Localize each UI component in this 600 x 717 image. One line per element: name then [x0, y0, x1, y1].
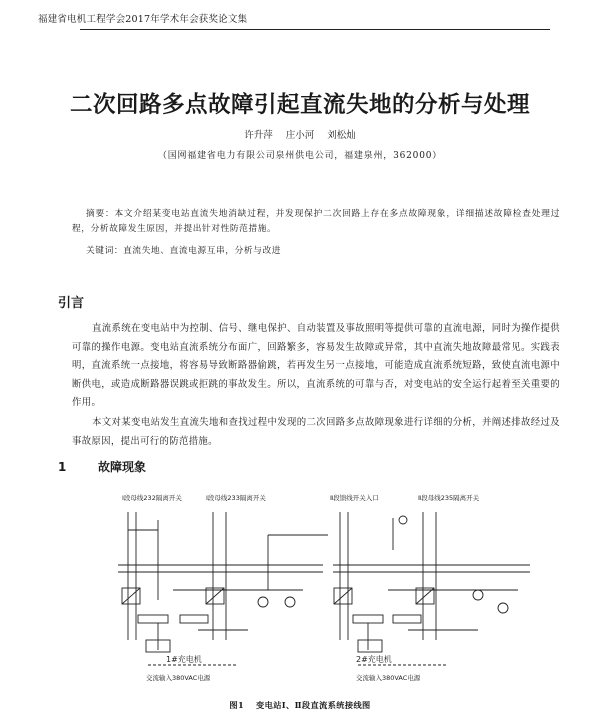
label-left-charger: 1#充电机: [166, 655, 202, 664]
figure-caption-label: 图1: [229, 700, 245, 710]
wiring-diagram: [118, 490, 530, 690]
label-right-b: Ⅱ段母线235隔离开关: [418, 494, 480, 502]
keywords: 关键词：直流失地、直流电源互串，分析与改进: [86, 246, 282, 256]
paper-title: 二次回路多点故障引起直流失地的分析与处理: [69, 92, 530, 118]
figure-caption: [0, 700, 600, 711]
section-1-title: 故障现象: [98, 460, 147, 474]
label-right-ac: 交流输入380VAC电源: [356, 674, 421, 682]
label-right-charger: 2#充电机: [356, 655, 392, 664]
running-head: 福建省电机工程学会2017年学术年会获奖论文集: [38, 14, 248, 25]
section-1-number: 1: [58, 460, 67, 474]
figure-caption-text: 变电站Ⅰ、Ⅱ段直流系统接线图: [256, 700, 371, 710]
left-resistor: [138, 615, 168, 623]
right-resistor: [353, 615, 383, 623]
right-resistor-2: [393, 615, 421, 623]
left-meter-2: [285, 597, 295, 607]
intro-p1-text: 直流系统在变电站中为控制、信号、继电保护、自动装置及事故照明等提供可靠的直流电源，同时为操作提供可靠的操作电源。变电站直流系统分布面广，回路繁多，容易发生故障或异常，其中直流失地故障最常见。实践表明，直流系统一点接地，将容易导致断路器偷跳，若再发生另一点接地，可能造成直流系统短路，致使直流电源中断供电，或造成断路器误跳或拒跳的事故发生。所以，直流系统的可靠与否，对变电站的安全运行起着至关重要的作用。: [72, 323, 560, 408]
right-breaker: [399, 516, 407, 524]
intro-p2-text: 本文对某变电站发生直流失地和查找过程中发现的二次回路多点故障现象进行详细的分析，并阐述排故经过及事故原因，提出可行的防范措施。: [72, 417, 560, 447]
intro-paragraph-1: [72, 320, 560, 413]
label-left-a: Ⅰ段母线232隔离开关: [122, 494, 182, 502]
left-meter: [258, 597, 268, 607]
intro-heading: 引言: [58, 296, 85, 311]
paper-affiliation: （国网福建省电力有限公司泉州供电公司，福建泉州，362000）: [157, 151, 443, 161]
left-resistor-2: [180, 615, 208, 623]
label-right-a: Ⅱ段馈线开关入口: [330, 494, 379, 502]
right-charger-box: [358, 640, 382, 652]
intro-paragraph-2: [72, 414, 560, 451]
right-meter: [473, 590, 483, 600]
abstract: [72, 207, 560, 237]
right-meter-2: [498, 603, 508, 613]
label-left-ac: 交流输入380VAC电源: [146, 674, 211, 682]
abstract-text: 摘要：本文介绍某变电站直流失地消缺过程，并发现保护二次回路上存在多点故障现象，详细描述故障检查处理过程，分析故障发生原因，并提出针对性防范措施。: [72, 209, 560, 234]
paper-authors: 许升萍 庄小河 刘松灿: [244, 130, 356, 141]
header-rule: [80, 29, 550, 30]
section-1-heading: [58, 458, 146, 475]
label-left-b: Ⅰ段母线233隔离开关: [206, 494, 266, 502]
